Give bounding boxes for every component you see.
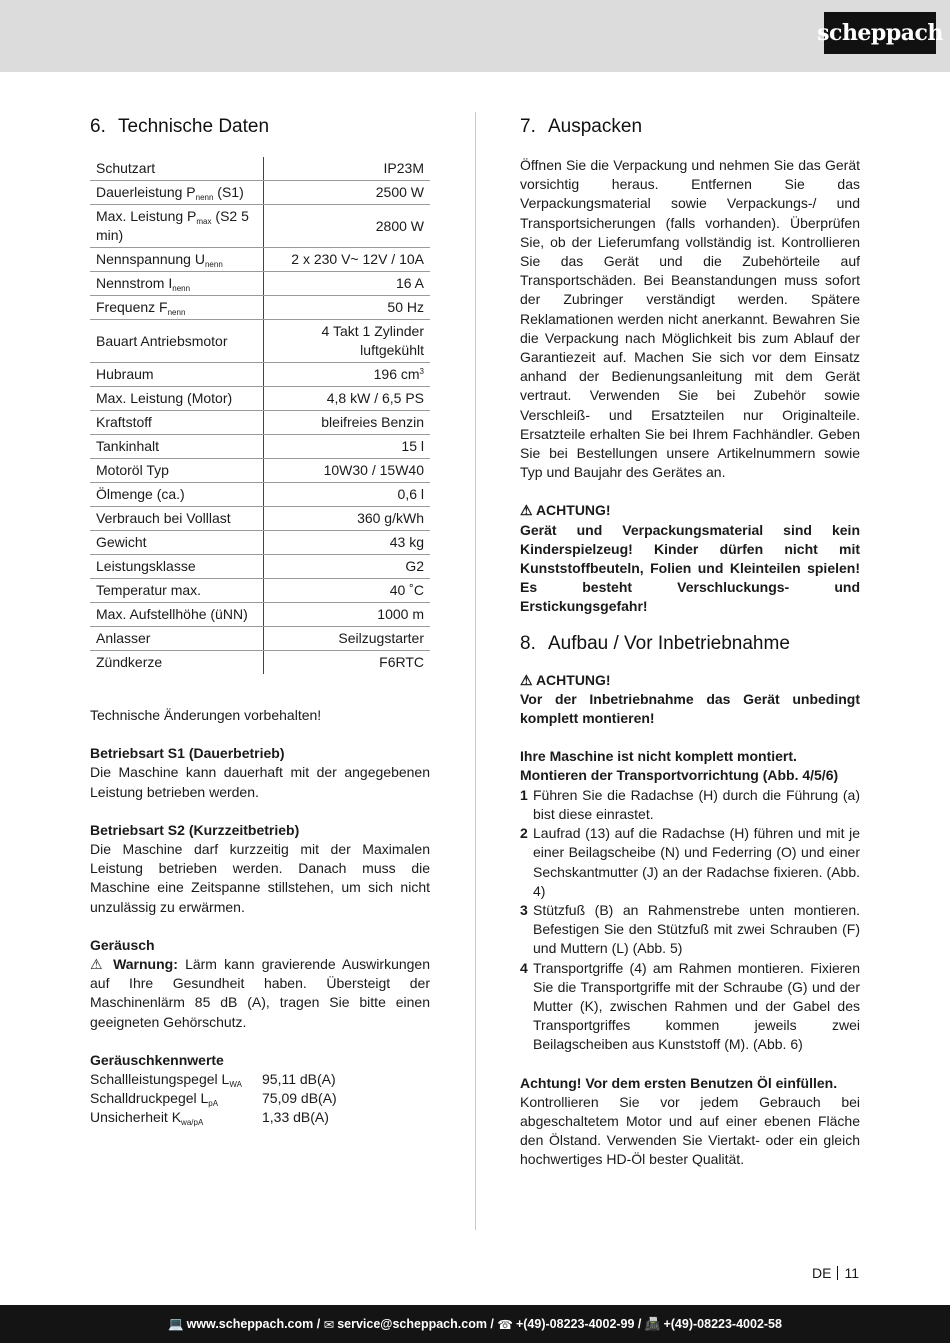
spec-label: Nennspannung $U_{nenn}$ — [90, 248, 264, 272]
spec-value: Seilzugstarter — [264, 627, 431, 651]
spec-value: F6RTC — [379, 654, 424, 670]
spec-label: Tankinhalt — [90, 435, 264, 459]
footer-website[interactable]: www.scheppach.com / — [186, 1317, 321, 1331]
spec-row — [90, 181, 430, 205]
assembly-step: 3 Stützfuß (B) an Rahmenstrebe unten montieren. Befestigen Sie den Stützfuß mit zwei Schrauben (F) und Muttern (L) (Abb. 5) — [520, 901, 860, 957]
spec-row — [90, 651, 430, 675]
spec-label: Bauart Antriebsmotor — [90, 320, 264, 363]
unpacking-attention-text: Gerät und Verpackungsmaterial sind kein Kinderspielzeug! Kinder dürfen nicht mit Kunststoffbeuteln, Folien und Kleinteilen spielen! Es besteht Verschluckungs- und Erstickungsgefahr! — [520, 521, 860, 615]
attention-label-1: ⚠ ACHTUNG! — [520, 502, 611, 519]
spec-row — [90, 272, 430, 296]
spec-value: 2800 W — [264, 205, 431, 248]
technical-data-table — [90, 157, 430, 674]
spec-label: Kraftstoff — [90, 411, 264, 435]
s2-text: Die Maschine darf kurzzeitig mit der Maximalen Leistung betrieben werden. Danach muss die Maschine eine Zeitspanne stillstehen, um sich nicht unzulässig zu erwärmen. — [90, 841, 430, 915]
spec-row — [90, 555, 430, 579]
warning-triangle-icon: ⚠ — [520, 502, 533, 519]
spec-value: 10W30 / 15W40 — [264, 459, 431, 483]
spec-row — [90, 157, 430, 181]
header-bar — [0, 0, 950, 72]
spec-row — [90, 296, 430, 320]
footer-fax: +(49)-08223-4002-58 — [663, 1317, 782, 1331]
scheppach-logo: scheppach — [824, 12, 936, 54]
spec-label: Leistungsklasse — [90, 555, 264, 579]
spec-row — [90, 603, 430, 627]
spec-label: Frequenz $F_{nenn}$ — [90, 296, 264, 320]
transport-heading: Montieren der Transportvorrichtung (Abb. 4/5/6) — [520, 767, 839, 784]
spec-label: Temperatur max. — [90, 579, 264, 603]
spec-row — [90, 627, 430, 651]
left-column — [90, 112, 430, 1128]
assembly-step: 2 Laufrad (13) auf die Radachse (H) führen und mit je einer Beilagscheibe (N) und Federring (O) und einer Sechskantmutter (J) an der Radachse fixieren. (Abb. 4) — [520, 825, 860, 899]
spec-value: 4,8 kW / 6,5 PS — [264, 387, 431, 411]
page-number: DE 11 — [812, 1265, 859, 1281]
spec-label: Ölmenge (ca.) — [90, 483, 264, 507]
right-column — [520, 112, 860, 1170]
spec-value: 43 kg — [264, 531, 431, 555]
spec-row — [90, 531, 430, 555]
spec-value: IP23M — [264, 157, 431, 181]
footer-bar — [0, 1305, 950, 1343]
assembly-step: 4 Transportgriffe (4) am Rahmen montieren. Fixieren Sie die Transportgriffe mit der Schraube (G) und der Mutter (K), zwischen Rahmen und der Gabel des Transportgriffes kommen jeweils zwei Beilagscheiben aus Kunststoff (M). (Abb. 6) — [520, 959, 860, 1053]
spec-label: Schutzart — [90, 157, 264, 181]
column-divider — [475, 112, 476, 1230]
spec-label: Verbrauch bei Volllast — [90, 507, 264, 531]
spec-value: 2 x 230 V~ 12V / 10A — [264, 248, 431, 272]
spec-value: 196 $cm^3$ — [264, 363, 431, 387]
oil-text: Kontrollieren Sie vor jedem Gebrauch bei abgeschaltetem Motor und auf einer ebenen Fläche den Ölstand. Verwenden Sie Viertakt- oder ein gleich hochwertiges HD-Öl bester Qualität. — [520, 1093, 860, 1168]
spec-value: 2500 W — [264, 181, 431, 205]
spec-row — [90, 411, 430, 435]
spec-row — [90, 248, 430, 272]
attention-label-2: ⚠ ACHTUNG! — [520, 671, 611, 688]
fax-icon: 📠 — [644, 1316, 661, 1331]
spec-value: 40 ˚C — [264, 579, 431, 603]
spec-value: 4 Takt 1 Zylinder luftgekühlt — [264, 320, 431, 363]
computer-icon: 💻 — [168, 1316, 184, 1331]
spec-label: Dauerleistung $P_{nenn}$ (S1) — [90, 181, 264, 205]
warning-triangle-icon: ⚠ — [520, 671, 533, 688]
spec-value: bleifreies Benzin — [264, 411, 431, 435]
spec-row — [90, 320, 430, 363]
s1-text: Die Maschine kann dauerhaft mit der angegebenen Leistung betrieben werden. — [90, 764, 430, 800]
s2-heading: Betriebsart S2 (Kurzzeitbetrieb) — [90, 821, 300, 838]
assembly-attention-text: Vor der Inbetriebnahme das Gerät unbedingt komplett montieren! — [520, 690, 860, 727]
spec-row — [90, 507, 430, 531]
spec-row — [90, 387, 430, 411]
mail-icon: ✉ — [323, 1317, 335, 1332]
spec-label: Zündkerze — [90, 651, 264, 675]
spec-row — [90, 435, 430, 459]
spec-row — [90, 363, 430, 387]
spec-value: 0,6 l — [264, 483, 431, 507]
spec-label: Max. Aufstellhöhe (üNN) — [90, 603, 264, 627]
spec-row — [90, 483, 430, 507]
spec-value: 15 l — [264, 435, 431, 459]
spec-value: 50 Hz — [264, 296, 431, 320]
noise-value-row: Schallleistungspegel $L_{WA}$ 95,11 dB(A) — [90, 1071, 336, 1090]
changes-note: Technische Änderungen vorbehalten! — [90, 707, 322, 723]
noise-value-row: Schalldruckpegel $L_{pA}$ 75,09 dB(A) — [90, 1090, 337, 1109]
section-6-title: 6. Technische Daten — [90, 116, 270, 137]
footer-phone: +(49)-08223-4002-99 / — [515, 1317, 642, 1331]
spec-label: Nennstrom $I_{nenn}$ — [90, 272, 264, 296]
phone-icon: ☎ — [497, 1317, 513, 1332]
oil-heading: Achtung! Vor dem ersten Benutzen Öl einfüllen. — [520, 1074, 838, 1091]
spec-row — [90, 459, 430, 483]
spec-value: 360 g/kWh — [264, 507, 431, 531]
spec-value: 16 A — [264, 272, 431, 296]
warning-triangle-icon: ⚠ — [90, 956, 106, 973]
noise-value-row: Unsicherheit $K_{wa/pA}$ 1,33 dB(A) — [90, 1109, 329, 1128]
assembly-steps-list — [520, 786, 860, 1055]
spec-row — [90, 579, 430, 603]
noise-values-list — [90, 1070, 430, 1128]
assembly-step: 1 Führen Sie die Radachse (H) durch die Führung (a) bist diese einrastet. — [520, 786, 860, 822]
section-7-title: 7. Auspacken — [520, 116, 643, 137]
unpacking-text: Öffnen Sie die Verpackung und nehmen Sie das Gerät vorsichtig heraus. Entfernen Sie das Verpackungsmaterial sowie Verpackungs-/ und Transportsicherungen (falls vorhanden). Überprüfen Sie, ob der Lieferumfang vollständig ist. Kontrollieren Sie das Gerät und die Zubehörteile auf Transportschäden. Bei Beanstandungen muss sofort der Zubringer verständigt werden. Spätere Reklamationen werden nicht anerkannt. Bewahren Sie die Verpackung nach Möglichkeit bis zum Ablauf der Garantiezeit auf. Machen Sie sich vor dem Einsatz anhand der Bedienungsanleitung mit dem Gerät vertraut. Verwenden Sie bei Zubehör sowie Verschleiß- und Ersatzteilen nur Originalteile. Ersatzteile erhalten Sie bei Ihrem Fachhändler. Geben Sie bei Bestellungen unsere Artikelnummern sowie Typ und Baujahr des Gerätes an. — [520, 157, 860, 481]
noise-heading: Geräusch — [90, 936, 155, 953]
noise-values-heading: Geräuschkennwerte — [90, 1051, 224, 1068]
spec-label: Gewicht — [90, 531, 264, 555]
section-8-title: 8. Aufbau / Vor Inbetriebnahme — [520, 632, 790, 654]
not-assembled-note: Ihre Maschine ist nicht komplett montiert. — [520, 748, 797, 765]
spec-label: Hubraum — [90, 363, 264, 387]
spec-value: G2 — [264, 555, 431, 579]
spec-label: Anlasser — [90, 627, 264, 651]
spec-label: Max. Leistung $P_{max}$ (S2 5 min) — [90, 205, 264, 248]
spec-label: Max. Leistung (Motor) — [90, 387, 264, 411]
s1-heading: Betriebsart S1 (Dauerbetrieb) — [90, 745, 285, 762]
noise-warning: ⚠ Warnung: Lärm kann gravierende Auswirkungen auf Ihre Gesundheit haben. Übersteigt der Maschinenlärm 85 dB (A), tragen Sie bitte einen geeigneten Gehörschutz. — [90, 956, 430, 1030]
spec-label: Motoröl Typ — [90, 459, 264, 483]
spec-value: 1000 m — [264, 603, 431, 627]
spec-row — [90, 205, 430, 248]
footer-email[interactable]: service@scheppach.com / — [337, 1317, 494, 1331]
